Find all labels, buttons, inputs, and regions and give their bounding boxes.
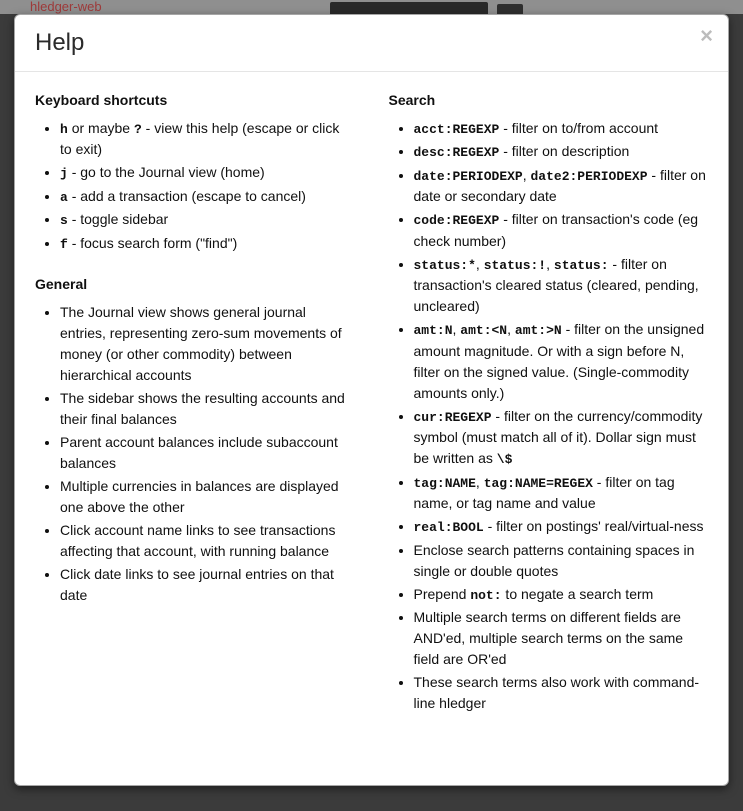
help-list-item (414, 209, 709, 252)
code-term: a (60, 189, 68, 205)
code-term: date2:PERIODEXP (530, 168, 648, 184)
modal-header (15, 15, 728, 72)
right-column (389, 92, 709, 717)
code-term: amt:>N (514, 323, 562, 339)
text-segment: - view this help (escape or click to exit) (60, 119, 340, 158)
section-heading-keyboard-shortcuts: Keyboard shortcuts (35, 91, 168, 108)
code-term: status:! (483, 257, 547, 273)
text-segment: These search terms also work with command-line hledger (413, 674, 700, 712)
code-term: cur:REGEXP (413, 409, 492, 425)
help-list-item (60, 476, 355, 518)
modal-backdrop[interactable] (0, 0, 743, 14)
help-list-item (414, 540, 709, 582)
text-segment: , (546, 255, 554, 272)
page-heading-dimmed (330, 2, 488, 14)
help-list-item (414, 141, 709, 163)
search-list (389, 118, 709, 715)
help-list-item (414, 516, 709, 538)
text-segment: - add a transaction (escape to cancel) (67, 187, 306, 204)
text-segment: - filter on the unsigned amount magnitude. Or with a sign before N, filter on the signed value. (Single-commodity amounts only.) (413, 321, 705, 401)
section-heading-general: General (35, 276, 88, 293)
help-list-item (60, 520, 355, 562)
help-list-item (414, 406, 709, 470)
text-segment: Click account name links to see transactions affecting that account, with running balance (60, 522, 336, 560)
text-segment: Multiple search terms on different fields are AND'ed, multiple search terms on the same field are OR'ed (413, 609, 684, 668)
text-segment: - filter on transaction's cleared status (cleared, pending, uncleared) (413, 255, 699, 315)
help-list-item (414, 319, 709, 404)
text-segment: - filter on to/from account (499, 119, 659, 136)
code-term: s (60, 213, 68, 229)
modal-title: Help (35, 29, 85, 56)
text-segment: , (507, 321, 515, 338)
help-list-item (414, 165, 709, 208)
left-column (35, 92, 355, 609)
help-list-item (60, 162, 355, 184)
text-segment: - filter on date or secondary date (413, 166, 706, 205)
code-term: tag:NAME (413, 475, 476, 491)
help-list-item (60, 388, 355, 430)
help-list-item (60, 564, 355, 606)
text-segment: - filter on transaction's code (eg check number) (413, 211, 699, 249)
code-term: amt:<N (460, 323, 508, 339)
code-term: desc:REGEXP (413, 145, 500, 161)
code-term: status:* (413, 257, 476, 273)
text-segment: - filter on postings' real/virtual-ness (483, 518, 704, 535)
close-icon[interactable]: × (700, 23, 713, 48)
modal-body (15, 72, 728, 741)
text-segment: Multiple currencies in balances are displayed one above the other (60, 478, 339, 516)
code-term: date:PERIODEXP (413, 168, 523, 184)
text-segment: or maybe (67, 119, 134, 136)
help-list-item (414, 254, 709, 318)
code-term: amt:N (413, 323, 453, 339)
code-term: ? (133, 121, 142, 137)
text-segment: , (452, 321, 461, 338)
help-list-item (60, 209, 355, 231)
code-term: h (60, 121, 68, 137)
text-segment: The Journal view shows general journal entries, representing zero-sum movements of money (or other commodity) between hierarchical accounts (60, 304, 342, 384)
code-term: f (60, 236, 68, 252)
text-segment: Click date links to see journal entries on that date (60, 566, 334, 604)
text-segment: - filter on the currency/commodity symbol (must match all of it). Dollar sign must be written as (413, 407, 703, 467)
text-segment: , (475, 255, 484, 272)
page-heading-dimmed-fragment (497, 4, 523, 14)
help-list-item (414, 472, 709, 515)
help-list-item (414, 118, 709, 140)
code-term: not: (470, 587, 502, 603)
keyboard-shortcuts-list (35, 118, 355, 255)
help-modal (14, 14, 729, 786)
text-segment: - filter on description (499, 143, 630, 160)
text-segment: , (522, 166, 531, 183)
help-list-item (414, 672, 709, 714)
text-segment: - toggle sidebar (67, 211, 169, 228)
text-segment: The sidebar shows the resulting accounts and their final balances (60, 390, 345, 428)
code-term: tag:NAME=REGEX (483, 475, 593, 491)
text-segment: , (475, 473, 484, 490)
text-segment: - focus search form ("find") (67, 234, 238, 251)
general-list (35, 302, 355, 606)
code-term: real:BOOL (413, 520, 484, 536)
text-segment: to negate a search term (501, 585, 654, 602)
text-segment: Enclose search patterns containing spaces in single or double quotes (413, 541, 695, 579)
help-list-item (60, 186, 355, 208)
text-segment: Prepend (413, 585, 471, 602)
code-term: code:REGEXP (413, 213, 500, 229)
text-segment: - filter on tag name, or tag name and value (413, 473, 675, 512)
help-list-item (414, 584, 709, 606)
help-list-item (60, 432, 355, 474)
section-heading-search: Search (388, 91, 436, 108)
code-term: acct:REGEXP (413, 121, 500, 137)
help-list-item (60, 118, 355, 161)
code-term: status: (553, 257, 609, 273)
brand-link-dimmed: hledger-web (30, 0, 102, 14)
code-term: j (60, 166, 68, 182)
help-list-item (60, 302, 355, 386)
help-list-item (414, 607, 709, 670)
code-term: \$ (496, 452, 513, 468)
text-segment: Parent account balances include subaccount balances (60, 434, 338, 472)
help-list-item (60, 233, 355, 255)
text-segment: - go to the Journal view (home) (67, 164, 265, 181)
